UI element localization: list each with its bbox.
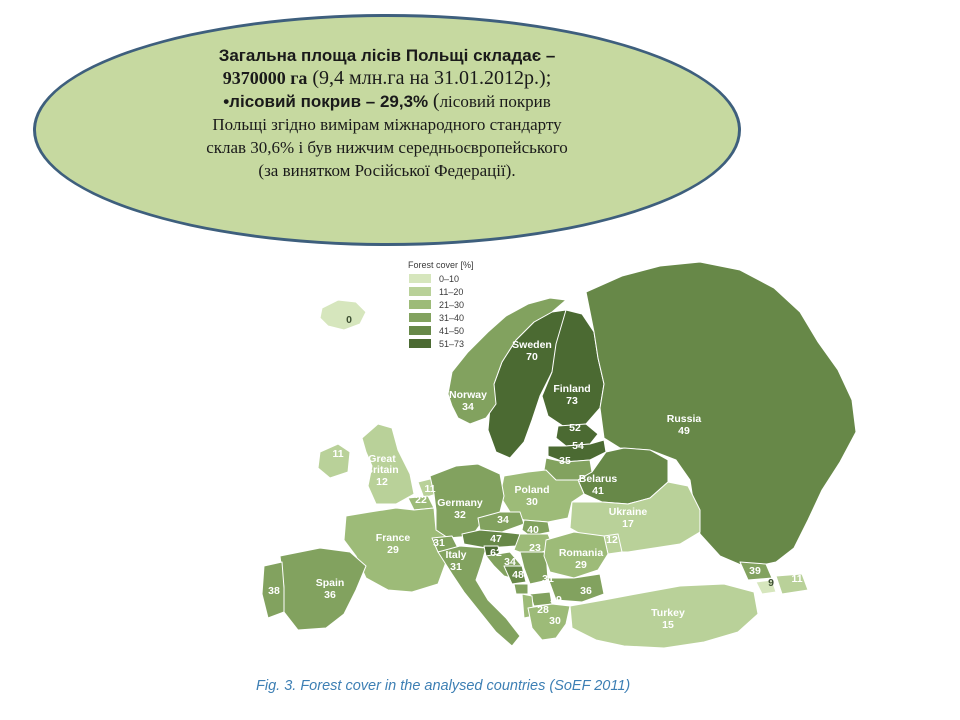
legend <box>408 260 474 349</box>
legend-swatch <box>409 300 431 309</box>
label-value-armenia: 9 <box>768 577 774 589</box>
label-value-turkey: 15 <box>662 619 674 631</box>
legend-label: 51–73 <box>439 339 465 349</box>
label-value-germany: 32 <box>454 509 466 521</box>
label-value-lithuania: 35 <box>559 455 571 467</box>
legend-label: 21–30 <box>439 300 465 310</box>
legend-swatch <box>409 287 431 296</box>
label-value-estonia: 52 <box>569 422 581 434</box>
label-value-sweden: 70 <box>526 351 538 363</box>
label-name-great-britain: Great <box>368 453 396 465</box>
label-value-romania: 29 <box>575 559 587 571</box>
label-value-slovenia: 62 <box>490 547 502 559</box>
label-name-ukraine: Ukraine <box>608 506 648 518</box>
label-name-france: France <box>375 532 411 544</box>
label-name-italy: Italy <box>445 549 467 561</box>
legend-swatch <box>409 274 431 283</box>
label-value-north-macedonia: 39 <box>550 594 562 606</box>
label-value-serbia: 31 <box>542 573 554 585</box>
label-value-russia: 49 <box>678 425 690 437</box>
label-name-norway: Norway <box>449 389 487 401</box>
label-value-spain: 36 <box>324 589 336 601</box>
label-name-turkey: Turkey <box>651 607 685 619</box>
label-value-belarus: 41 <box>592 485 604 497</box>
country-spain <box>280 548 366 630</box>
callout-line-2: 9370000 га (9,4 млн.га на 31.01.2012р.); <box>222 67 552 89</box>
label-value-italy: 31 <box>450 561 462 573</box>
label-name-romania: Romania <box>558 547 604 559</box>
label-value-switzerland: 31 <box>433 537 445 549</box>
country-iceland <box>320 300 366 330</box>
label-value-netherlands: 11 <box>424 483 436 495</box>
label-value-azerbaijan: 11 <box>791 573 803 585</box>
legend-label: 41–50 <box>439 326 465 336</box>
legend-items <box>409 274 464 349</box>
label-value-bulgaria: 36 <box>580 585 592 597</box>
label-value-czech-republic: 34 <box>497 514 509 526</box>
label-name-spain: Spain <box>315 577 345 589</box>
label-name-russia: Russia <box>666 413 702 425</box>
label-value-poland: 30 <box>526 496 538 508</box>
label-value-iceland: 0 <box>346 314 352 326</box>
legend-label: 11–20 <box>439 287 464 297</box>
label-value-montenegro: 34 <box>530 583 542 595</box>
callout-line-3: •лісовий покрив – 29,3% (лісовий покрив <box>223 90 551 112</box>
figure-caption: Fig. 3. Forest cover in the analysed countries (SoEF 2011) <box>256 678 631 694</box>
legend-title: Forest cover [%] <box>408 260 474 270</box>
label-value-finland: 73 <box>566 395 578 407</box>
label-name-belarus: Belarus <box>578 473 618 485</box>
label-name-finland: Finland <box>553 383 591 395</box>
callout-line-5: склав 30,6% і був нижчим середньоєвропейського <box>206 138 568 157</box>
country-montenegro <box>514 584 528 594</box>
label-name-poland: Poland <box>514 484 550 496</box>
label-value-great-britain: 12 <box>376 476 388 488</box>
label-value-portugal: 38 <box>268 585 280 597</box>
label-value-austria: 47 <box>490 533 502 545</box>
label-value-ireland: 11 <box>332 448 344 460</box>
label-value-france: 29 <box>387 544 399 556</box>
label-value-moldova: 12 <box>606 534 618 546</box>
label-value-georgia: 39 <box>749 565 761 577</box>
legend-swatch <box>409 313 431 322</box>
label-value-bosnia-and-herzegovina: 48 <box>512 569 524 581</box>
legend-label: 31–40 <box>439 313 465 323</box>
label-value-belgium: 22 <box>415 494 427 506</box>
label-value-hungary: 23 <box>529 542 541 554</box>
label-name-great-britain: Britain <box>365 464 399 476</box>
label-value-latvia: 54 <box>572 440 584 452</box>
callout-line-4: Польщі згідно вимірам міжнародного стандарту <box>212 115 562 134</box>
label-value-greece: 30 <box>549 615 561 627</box>
label-value-slovakia: 40 <box>527 524 539 536</box>
legend-swatch <box>409 326 431 335</box>
label-name-germany: Germany <box>437 497 483 509</box>
label-value-norway: 34 <box>462 401 474 413</box>
legend-swatch <box>409 339 431 348</box>
legend-label: 0–10 <box>439 274 460 284</box>
label-value-albania: 28 <box>537 604 549 616</box>
callout-line-1: Загальна площа лісів Польщі складає – <box>218 46 556 65</box>
callout-line-6: (за винятком Російської Федерації). <box>258 161 516 180</box>
label-value-croatia: 34 <box>504 556 516 568</box>
label-value-ukraine: 17 <box>622 518 634 530</box>
label-name-sweden: Sweden <box>512 339 552 351</box>
